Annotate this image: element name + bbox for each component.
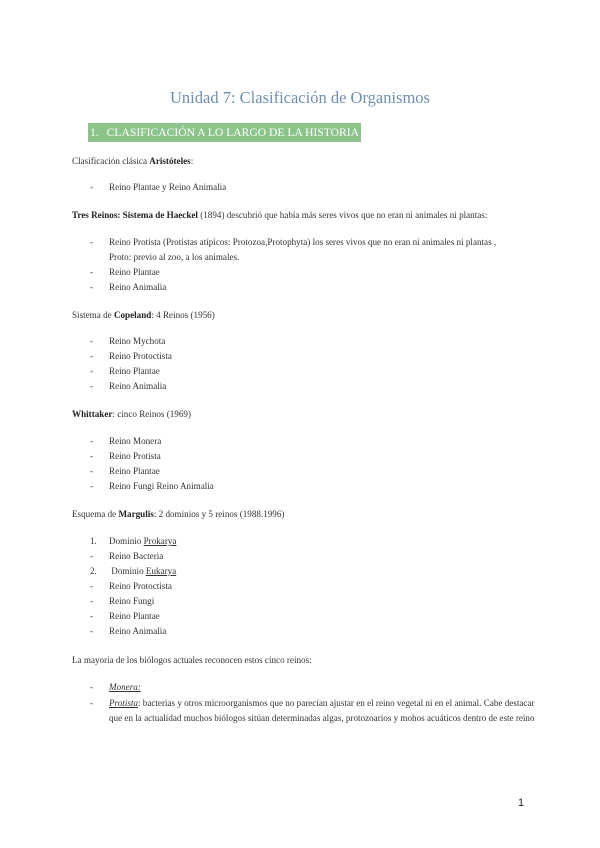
prokarya-term: Prokarya	[143, 536, 177, 546]
list-item: - Reino Plantae	[90, 611, 160, 621]
copeland-paragraph: Sistema de Copeland: 4 Reinos (1956)	[72, 310, 215, 320]
list-item-monera: - Monera:	[90, 682, 141, 692]
list-item: - Reino Mychota	[90, 336, 166, 346]
section-number: 1.	[90, 126, 99, 139]
list-item-protista: - Protista: bacterias y otros microorganismos que no parecían ajustar en el reino vegetal ni en el animal. Cabe destacar que en la actualidad muchos biólogos sitúan determinadas algas, protozoarios y mohos acuáticos dentro de este reino	[90, 698, 535, 723]
aristoteles-paragraph: Clasificación clásica Aristóteles:	[72, 156, 194, 166]
list-item: - Reino Animalia	[90, 381, 167, 391]
domain-item-prokarya: 1. Dominio Prokarya	[90, 536, 177, 546]
margulis-paragraph: Esquema de Margulis: 2 dominios y 5 reinos (1988.1996)	[72, 509, 285, 519]
eukarya-term: Eukarya	[145, 566, 177, 576]
list-item: - Reino Plantae	[90, 267, 160, 277]
list-item: - Reino Plantae	[90, 466, 160, 476]
current-paragraph: La mayoría de los biólogos actuales reconocen estos cinco reinos:	[72, 655, 312, 665]
list-item: - Reino Plantae y Reino Animalia	[90, 182, 227, 192]
domain-item-eukarya: 2. Dominio Eukarya	[90, 566, 177, 576]
section-heading	[88, 123, 361, 142]
list-item: - Reino Fungi Reino Animalia	[90, 481, 214, 491]
section-label: CLASIFICACIÓN A LO LARGO DE LA HISTORIA	[106, 126, 359, 139]
page-number: 1	[518, 797, 525, 809]
list-item-continuation: Proto: previo al zoo, a los animales.	[109, 252, 240, 262]
list-item: - Reino Protista (Protistas atípicos: Protozoa,Protophyta) los seres vivos que no eran ni animales ni plantas ,	[90, 237, 497, 247]
list-item: - Reino Protista	[90, 451, 161, 461]
haeckel-paragraph: Tres Reinos: Sistema de Haeckel (1894) descubrió que había más seres vivos que no eran ni animales ni plantas:	[72, 210, 488, 220]
list-item: - Reino Fungi	[90, 596, 155, 606]
whittaker-paragraph: Whittaker: cinco Reinos (1969)	[72, 409, 191, 419]
list-item: - Reino Protoctista	[90, 351, 172, 361]
list-item: - Reino Monera	[90, 436, 162, 446]
list-item: - Reino Plantae	[90, 366, 160, 376]
list-item: - Reino Bacteria	[90, 551, 164, 561]
list-item: - Reino Animalia	[90, 282, 167, 292]
list-item: - Reino Animalia	[90, 626, 167, 636]
page-title: Unidad 7: Clasificación de Organismos	[170, 88, 430, 107]
list-item: - Reino Protoctista	[90, 581, 172, 591]
